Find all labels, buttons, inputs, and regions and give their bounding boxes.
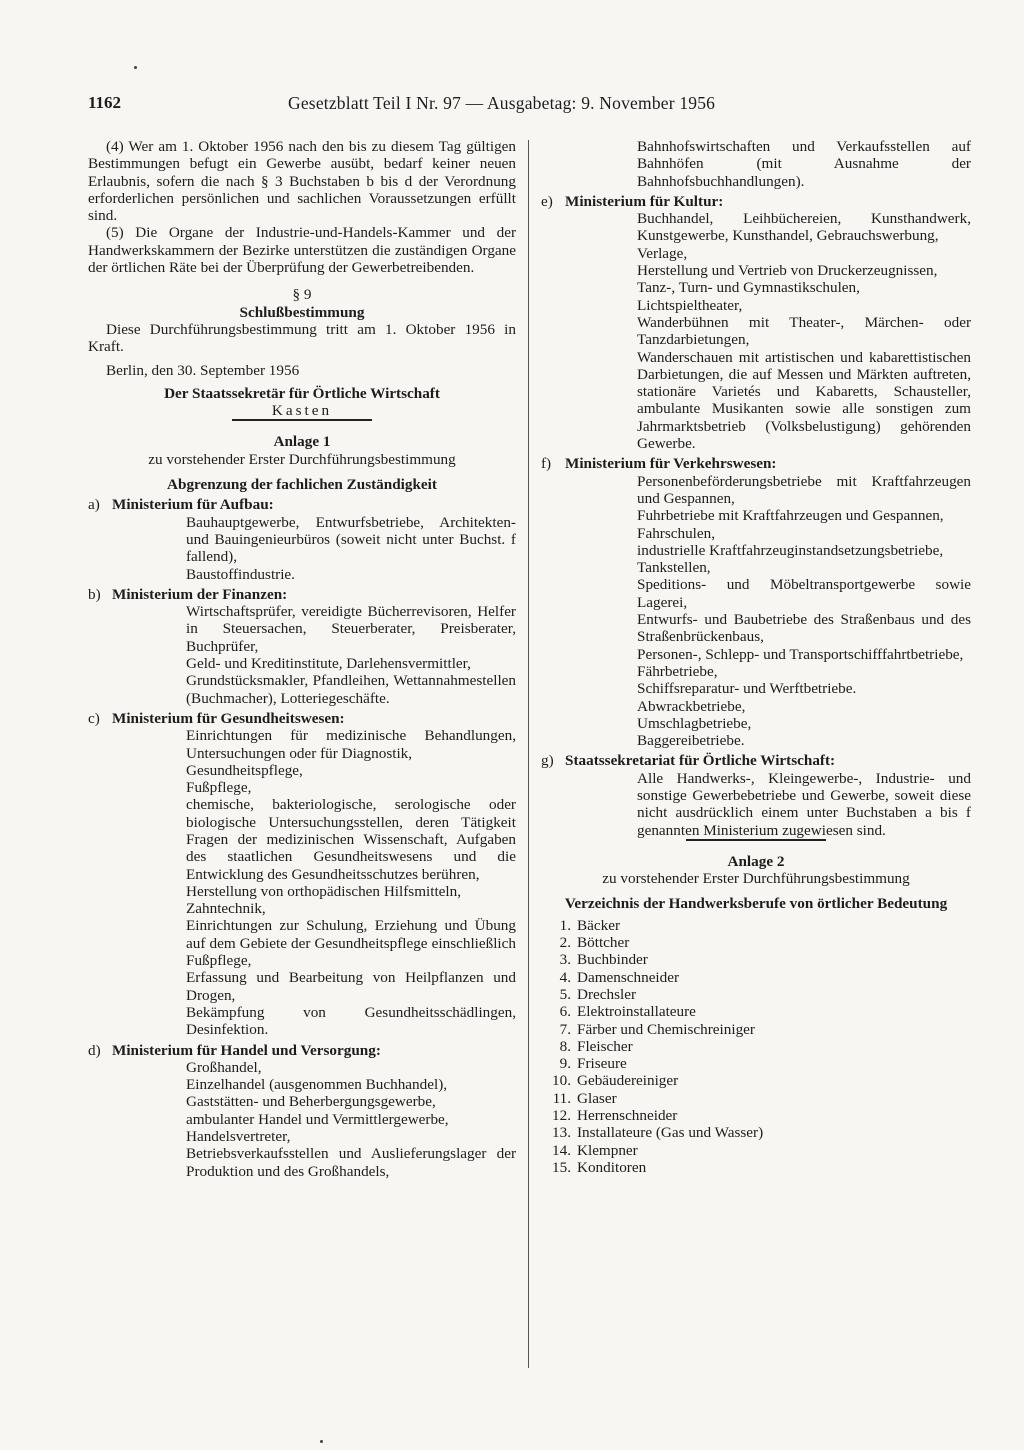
scan-speck xyxy=(134,66,137,69)
signatory-title: Der Staatssekretär für Örtliche Wirtschaft xyxy=(164,384,440,402)
ministry-letter: a) xyxy=(88,496,100,514)
list-item: Einrichtungen für medizinische Behandlungen, Untersuchungen oder für Diagnostik, xyxy=(186,727,516,762)
annex1-heading: Abgrenzung der fachlichen Zuständigkeit xyxy=(167,476,437,494)
trade-list-item xyxy=(541,951,971,968)
trade-list-item xyxy=(541,986,971,1003)
ministry-letter: c) xyxy=(88,709,100,727)
list-item: Alle Handwerks-, Kleingewerbe-, Industrie- und sonstige Gewerbebetriebe und Gewerbe, soweit diese nicht ausdrücklich einem unter Buchstaben a bis f genannten Ministerium zugewiesen sind. xyxy=(637,769,971,839)
trade-number: 11. xyxy=(552,1089,571,1107)
ministry-d-heading xyxy=(88,1042,516,1059)
list-item: Baggereibetriebe. xyxy=(637,732,745,750)
list-item: Herstellung und Vertrieb von Druckerzeugnissen, xyxy=(637,262,938,280)
annex2-heading: Verzeichnis der Handwerksberufe von örtlicher Bedeutung xyxy=(564,895,948,913)
annex1-subtitle: zu vorstehender Erster Durchführungsbestimmung xyxy=(148,450,456,468)
trade-list-item xyxy=(541,934,971,951)
trade-number: 14. xyxy=(552,1141,571,1159)
header-title: Gesetzblatt Teil I Nr. 97 — Ausgabetag: 9. November 1956 xyxy=(288,93,716,113)
list-item: Handelsvertreter, xyxy=(186,1128,291,1146)
section-title: Schlußbestimmung xyxy=(239,303,365,321)
trade-list-item xyxy=(541,1003,971,1020)
trade-list-item xyxy=(541,1159,971,1176)
trade-number: 2. xyxy=(559,934,571,952)
ministry-c-heading xyxy=(88,710,516,727)
trade-number: 8. xyxy=(559,1037,571,1055)
list-item: Tanz-, Turn- und Gymnastikschulen, xyxy=(637,279,860,297)
list-item: Geld- und Kreditinstitute, Darlehensvermittler, xyxy=(186,655,471,673)
ministry-letter: g) xyxy=(541,752,554,770)
section-text: Diese Durchführungsbestimmung tritt am 1. Oktober 1956 in Kraft. xyxy=(88,320,516,356)
list-item: Wanderbühnen mit Theater-, Märchen- oder Tanzdarbietungen, xyxy=(637,313,971,349)
list-item: Bauhauptgewerbe, Entwurfsbetriebe, Architekten- und Bauingenieurbüros (soweit nicht unter Buchst. f fallend), xyxy=(186,513,516,566)
annex2-title: Anlage 2 xyxy=(727,852,785,870)
trade-number: 13. xyxy=(552,1124,571,1142)
ministry-letter: d) xyxy=(88,1041,101,1059)
ministry-letter: b) xyxy=(88,585,101,603)
trade-number: 3. xyxy=(559,951,571,969)
paragraph-4: (4) Wer am 1. Oktober 1956 nach den bis zu diesem Tag gültigen Bestimmungen befugt ein Gewerbe ausübt, bedarf keiner neuen Erlaubnis, sofern die nach § 3 Buchstaben b bis d der Verordnung erforderlichen persönlichen und sachlichen Voraussetzungen erfüllt sind. xyxy=(88,138,516,225)
trade-list-item xyxy=(541,1038,971,1055)
list-item: Gaststätten- und Beherbergungsgewerbe, xyxy=(186,1093,436,1111)
place-date: Berlin, den 30. September 1956 xyxy=(106,361,300,379)
ministry-g-items xyxy=(541,770,971,839)
trade-name: Böttcher xyxy=(577,934,630,952)
ministry-f-items xyxy=(541,473,971,750)
trade-number: 10. xyxy=(552,1072,571,1090)
list-item: industrielle Kraftfahrzeuginstandsetzungsbetriebe, xyxy=(637,541,944,559)
ministry-name: Ministerium für Verkehrswesen: xyxy=(565,455,777,473)
trade-name: Installateure (Gas und Wasser) xyxy=(577,1124,764,1142)
list-item: Schiffsreparatur- und Werftbetriebe. xyxy=(637,680,857,698)
list-item: Bahnhofswirtschaften und Verkaufsstellen auf Bahnhöfen (mit Ausnahme der Bahnhofsbuchhandlungen). xyxy=(637,138,971,190)
trade-name: Gebäudereiniger xyxy=(577,1072,679,1090)
annex1-title: Anlage 1 xyxy=(273,433,331,451)
list-item: Umschlagbetriebe, xyxy=(637,714,752,732)
list-item: Fußpflege, xyxy=(186,779,252,797)
ministry-b-items xyxy=(88,603,516,707)
list-item: Tankstellen, xyxy=(637,559,711,577)
list-item: ambulanter Handel und Vermittlergewerbe, xyxy=(186,1110,449,1128)
ministry-a-heading xyxy=(88,496,516,513)
trade-list xyxy=(541,917,971,1176)
trade-name: Klempner xyxy=(577,1141,638,1159)
ministry-name: Staatssekretariat für Örtliche Wirtschaft: xyxy=(565,752,836,770)
trade-list-item xyxy=(541,1090,971,1107)
ministry-g-heading xyxy=(541,752,971,769)
trade-list-item xyxy=(541,917,971,934)
trade-list-item xyxy=(541,1072,971,1089)
list-item: Entwurfs- und Baubetriebe des Straßenbaus und des Straßenbrückenbaus, xyxy=(637,611,971,646)
list-item: Buchhandel, Leihbüchereien, Kunsthandwerk, Kunstgewerbe, Kunsthandel, Gebrauchswerbung, xyxy=(637,210,971,245)
ministry-b-heading xyxy=(88,586,516,603)
ministry-c-items xyxy=(88,727,516,1038)
scan-speck xyxy=(320,1440,323,1443)
trade-list-item xyxy=(541,969,971,986)
ministry-letter: e) xyxy=(541,192,553,210)
list-item: Fährbetriebe, xyxy=(637,662,718,680)
ministry-name: Ministerium für Handel und Versorgung: xyxy=(112,1041,381,1059)
trade-number: 1. xyxy=(559,916,571,934)
list-item: Fuhrbetriebe mit Kraftfahrzeugen und Gespannen, xyxy=(637,507,944,525)
section-number: § 9 xyxy=(292,286,312,304)
left-column xyxy=(88,138,516,1180)
trade-name: Elektroinstallateure xyxy=(577,1003,696,1021)
ministry-d-items-continued xyxy=(541,138,971,190)
list-item: Einrichtungen zur Schulung, Erziehung und Übung auf dem Gebiete der Gesundheitspflege einschließlich Fußpflege, xyxy=(186,917,516,970)
list-item: Wanderschauen mit artistischen und kabarettistischen Darbietungen, die auf Messen und Märkten auftreten, stationäre Varietés und Kabaretts, Schausteller, ambulante Musikanten sowie alle sonstigen zum Jahrmarktsbetrieb (Volksbelustigung) gehörenden Gewerbe. xyxy=(637,348,971,453)
list-item: Gesundheitspflege, xyxy=(186,761,303,779)
trade-name: Glaser xyxy=(577,1089,617,1107)
trade-name: Bäcker xyxy=(577,916,621,934)
list-item: Wirtschaftsprüfer, vereidigte Bücherrevisoren, Helfer in Steuersachen, Steuerberater, Preisberater, Buchprüfer, xyxy=(186,603,516,655)
divider-rule xyxy=(232,419,372,421)
right-column xyxy=(541,138,971,1176)
page-header xyxy=(88,93,988,119)
list-item: Zahntechnik, xyxy=(186,900,266,918)
trade-list-item xyxy=(541,1124,971,1141)
trade-number: 4. xyxy=(559,968,571,986)
trade-number: 12. xyxy=(552,1107,571,1125)
trade-list-item xyxy=(541,1107,971,1124)
annex2-subtitle: zu vorstehender Erster Durchführungsbestimmung xyxy=(602,870,910,888)
ministry-e-heading xyxy=(541,193,971,210)
list-item: Abwrackbetriebe, xyxy=(637,697,746,715)
ministry-letter: f) xyxy=(541,455,552,473)
paragraph-5: (5) Die Organe der Industrie-und-Handels-Kammer und der Handwerkskammern der Bezirke unterstützen die zuständigen Organe der örtlichen Räte bei der Überprüfung der Gewerbetreibenden. xyxy=(88,224,516,277)
list-item: Personenbeförderungsbetriebe mit Kraftfahrzeugen und Gespannen, xyxy=(637,472,971,507)
trade-number: 6. xyxy=(559,1003,571,1021)
list-item: Betriebsverkaufsstellen und Auslieferungslager der Produktion und des Großhandels, xyxy=(186,1145,516,1180)
list-item: Speditions- und Möbeltransportgewerbe sowie Lagerei, xyxy=(637,576,971,611)
list-item: Herstellung von orthopädischen Hilfsmitteln, xyxy=(186,882,462,900)
trade-name: Buchbinder xyxy=(577,951,648,969)
trade-name: Friseure xyxy=(577,1055,627,1073)
list-item: Großhandel, xyxy=(186,1058,262,1076)
list-item: Personen-, Schlepp- und Transportschifffahrtbetriebe, xyxy=(637,645,964,663)
trade-name: Fleischer xyxy=(577,1037,633,1055)
ministry-d-items xyxy=(88,1059,516,1180)
trade-list-item xyxy=(541,1021,971,1038)
list-item: Baustoffindustrie. xyxy=(186,565,295,583)
ministry-a-items xyxy=(88,514,516,583)
trade-name: Herrenschneider xyxy=(577,1107,678,1125)
trade-name: Färber und Chemischreiniger xyxy=(577,1020,755,1038)
list-item: chemische, bakteriologische, serologische oder biologische Untersuchungsstellen, deren Tätigkeit Fragen der medizinischen Wissenschaft, Aufgaben des staatlichen Gesundheitswesens und die Entwicklung des Gesundheitsschutzes berühren, xyxy=(186,796,516,883)
list-item: Bekämpfung von Gesundheitsschädlingen, Desinfektion. xyxy=(186,1003,516,1039)
list-item: Lichtspieltheater, xyxy=(637,296,743,314)
signatory-name: Kasten xyxy=(271,402,333,420)
page-number: 1162 xyxy=(88,93,122,112)
ministry-name: Ministerium für Kultur: xyxy=(565,192,724,210)
ministry-e-items xyxy=(541,210,971,452)
column-divider xyxy=(528,140,529,1368)
trade-number: 15. xyxy=(552,1158,571,1176)
trade-number: 7. xyxy=(559,1020,571,1038)
list-item: Grundstücksmakler, Pfandleihen, Wettannahmestellen (Buchmacher), Lotteriegeschäfte. xyxy=(186,672,516,707)
divider-rule xyxy=(686,839,826,841)
trade-list-item xyxy=(541,1142,971,1159)
ministry-f-heading xyxy=(541,455,971,472)
ministry-name: Ministerium für Gesundheitswesen: xyxy=(112,709,345,727)
ministry-name: Ministerium der Finanzen: xyxy=(112,585,288,603)
trade-number: 9. xyxy=(559,1055,571,1073)
trade-number: 5. xyxy=(559,985,571,1003)
trade-name: Konditoren xyxy=(577,1158,647,1176)
trade-name: Damenschneider xyxy=(577,968,680,986)
list-item: Verlage, xyxy=(637,244,688,262)
trade-name: Drechsler xyxy=(577,985,637,1003)
list-item: Erfassung und Bearbeitung von Heilpflanzen und Drogen, xyxy=(186,969,516,1004)
ministry-name: Ministerium für Aufbau: xyxy=(112,496,274,514)
trade-list-item xyxy=(541,1055,971,1072)
list-item: Fahrschulen, xyxy=(637,524,716,542)
list-item: Einzelhandel (ausgenommen Buchhandel), xyxy=(186,1076,448,1094)
